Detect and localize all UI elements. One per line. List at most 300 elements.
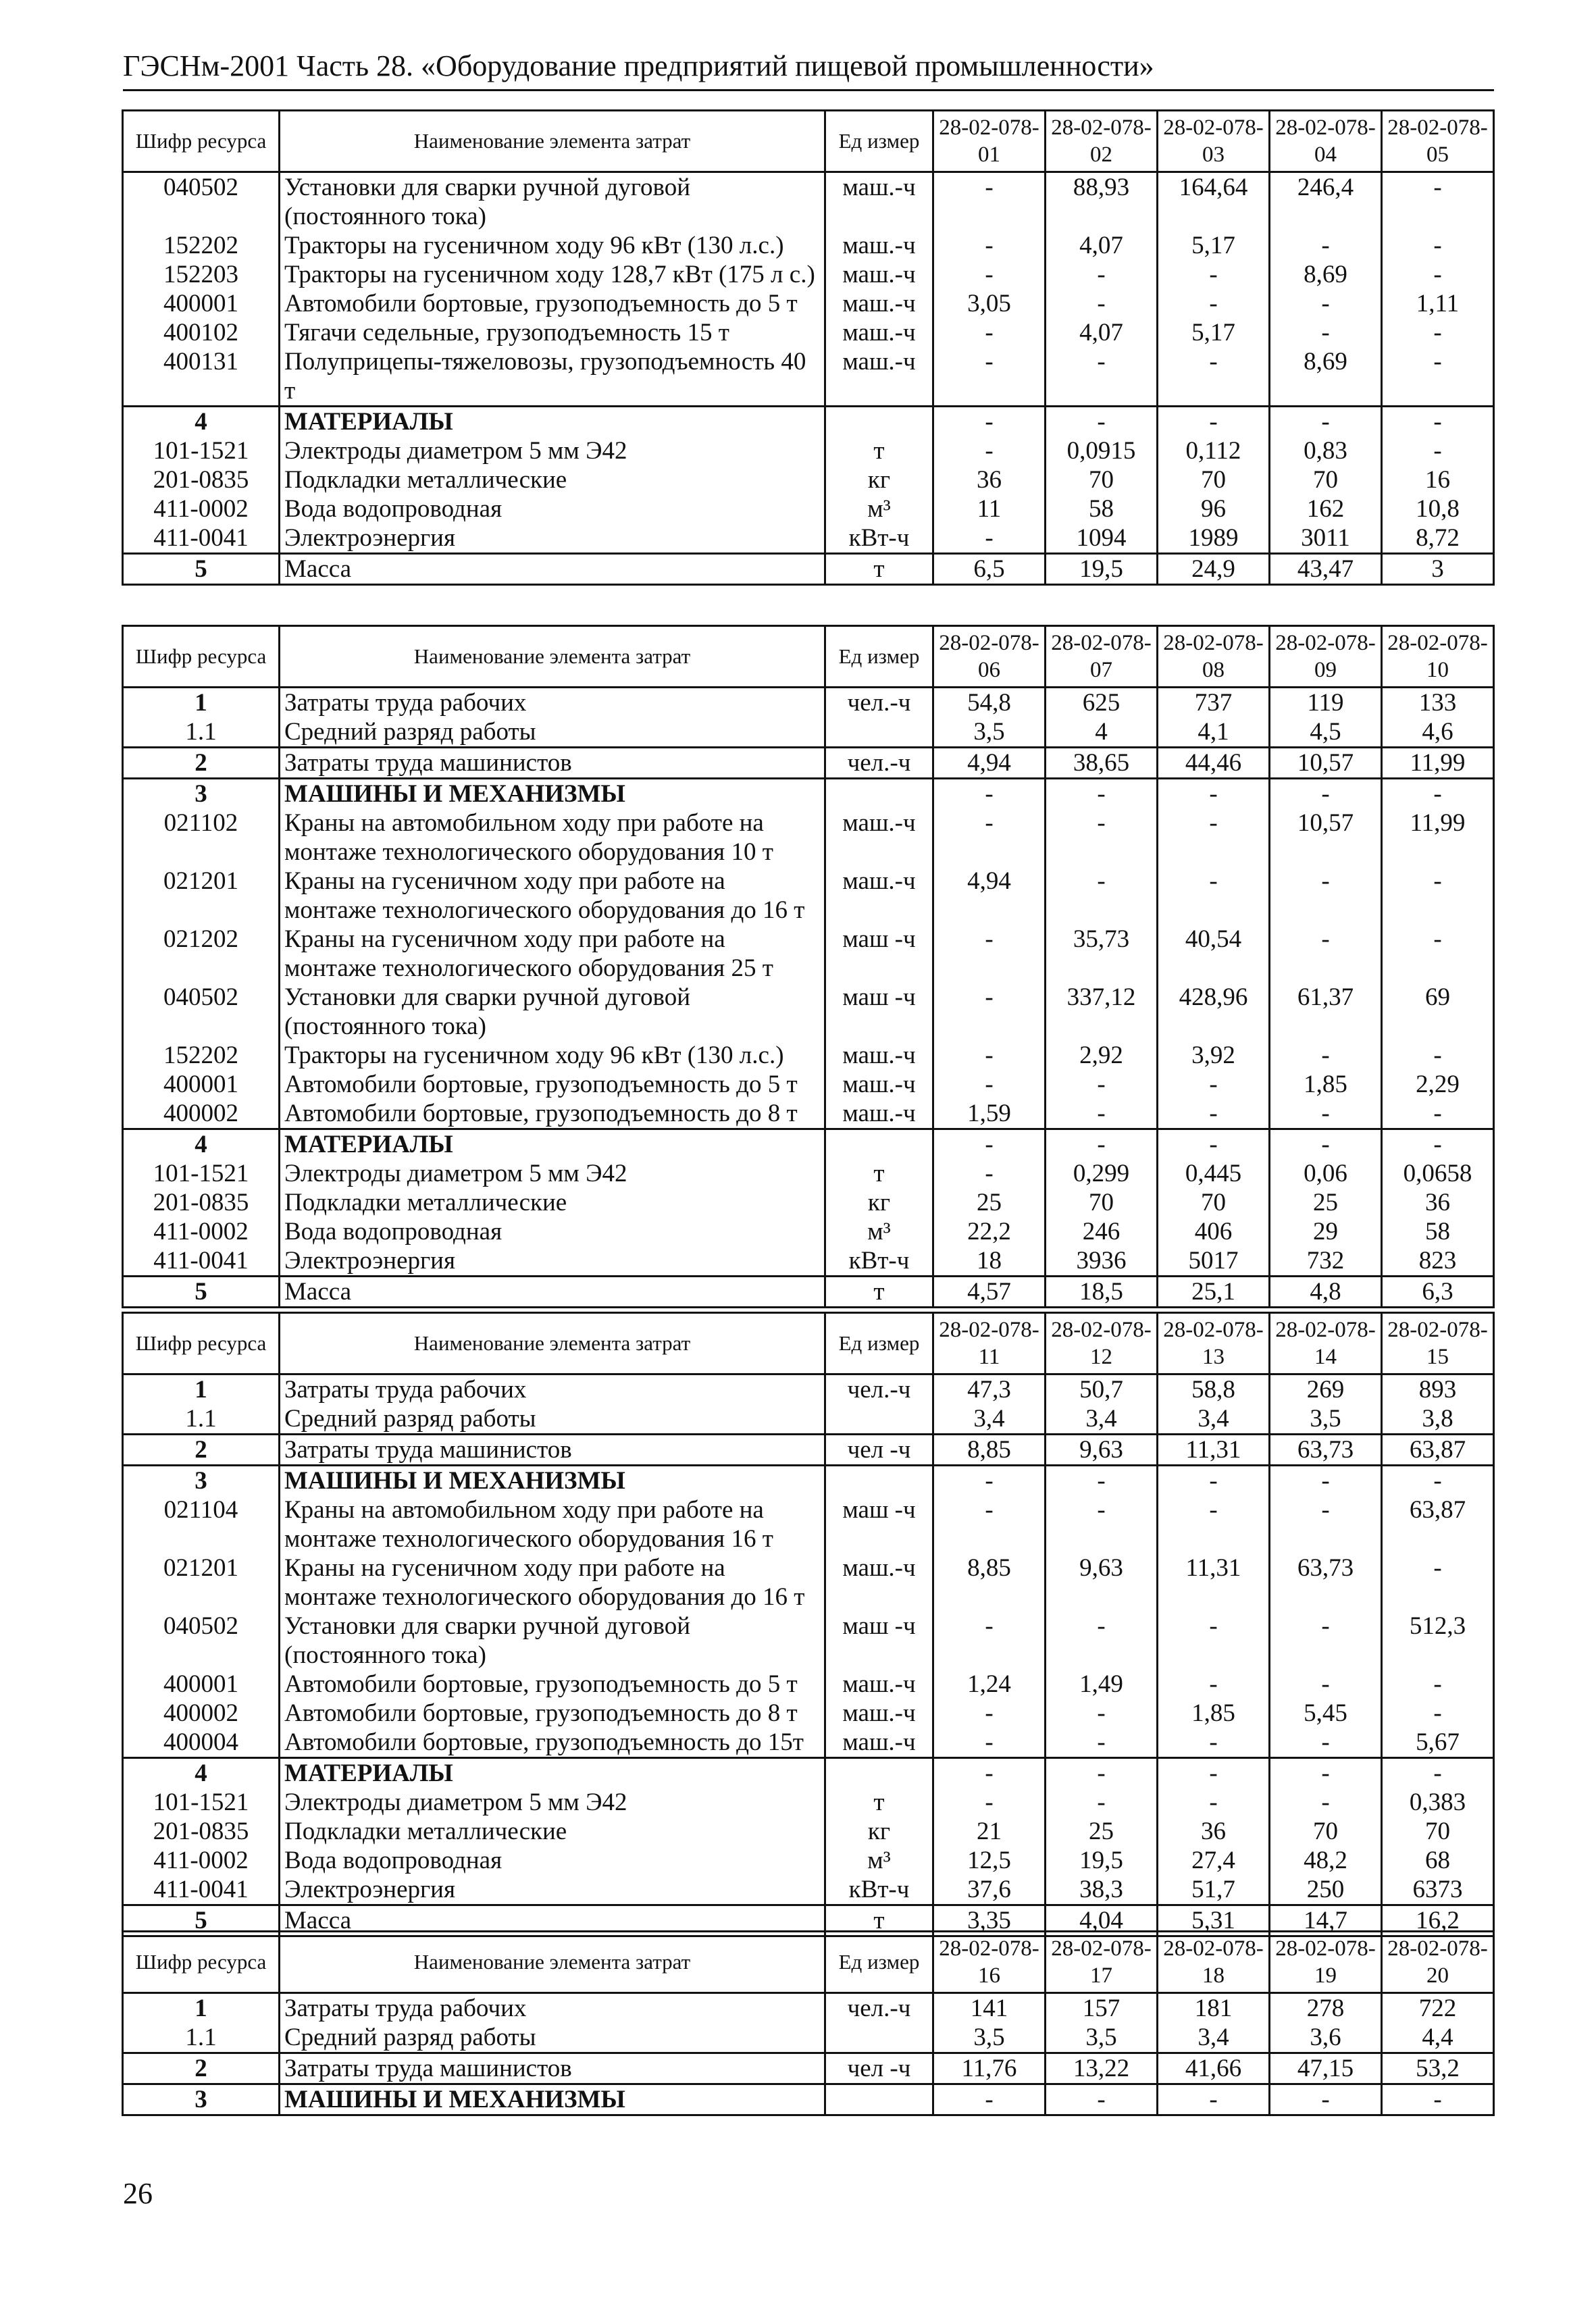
norm-value: -	[1158, 779, 1270, 809]
cost-element-name: Полуприцепы-тяжеловозы, грузоподъемность 40 т	[280, 347, 825, 407]
resource-code: 040502	[123, 983, 280, 1041]
section-row	[123, 779, 1494, 809]
table-row	[123, 1217, 1494, 1246]
resource-code: 021201	[123, 867, 280, 925]
norm-value: 1,24	[933, 1670, 1046, 1699]
column-header-code: Шифр ресурса	[123, 111, 280, 172]
unit-of-measure: м³	[825, 1217, 933, 1246]
norm-value: 737	[1158, 688, 1270, 718]
unit-of-measure	[825, 2023, 933, 2053]
unit-of-measure: маш.-ч	[825, 1041, 933, 1070]
resource-code: 411-0002	[123, 494, 280, 523]
table-row	[123, 1699, 1494, 1728]
norm-value: 5,17	[1158, 231, 1270, 260]
cost-element-name: МАШИНЫ И МЕХАНИЗМЫ	[280, 779, 825, 809]
resource-code: 1.1	[123, 1404, 280, 1435]
norm-value: -	[1270, 1670, 1382, 1699]
unit-of-measure: кг	[825, 465, 933, 494]
norm-value: -	[933, 1612, 1046, 1670]
norm-value: -	[1270, 1041, 1382, 1070]
norm-value: 3,92	[1158, 1041, 1270, 1070]
unit-of-measure: т	[825, 554, 933, 585]
cost-element-name: Электроэнергия	[280, 1246, 825, 1277]
unit-of-measure: маш.-ч	[825, 260, 933, 289]
norm-value: 3,5	[1270, 1404, 1382, 1435]
resource-code: 400001	[123, 289, 280, 318]
cost-element-name: Автомобили бортовые, грузоподъемность до 5 т	[280, 1070, 825, 1099]
norm-value: -	[1158, 1129, 1270, 1160]
norm-value: 6,5	[933, 554, 1046, 585]
norm-value: 3,4	[1158, 2023, 1270, 2053]
norm-value: 1,11	[1382, 289, 1494, 318]
norm-value: 63,73	[1270, 1435, 1382, 1466]
norm-value: -	[1270, 407, 1382, 437]
norm-value: 38,65	[1046, 748, 1158, 779]
norm-value: -	[1158, 260, 1270, 289]
unit-of-measure: маш.-ч	[825, 1099, 933, 1129]
cost-element-name: Вода водопроводная	[280, 494, 825, 523]
norm-value: 70	[1158, 465, 1270, 494]
norm-value: 3,35	[933, 1905, 1046, 1936]
resource-code: 400102	[123, 318, 280, 347]
table-row	[123, 1670, 1494, 1699]
norm-value: 4,94	[933, 867, 1046, 925]
unit-of-measure: чел.-ч	[825, 688, 933, 718]
norm-value: 4,5	[1270, 717, 1382, 748]
cost-element-name: МАШИНЫ И МЕХАНИЗМЫ	[280, 2084, 825, 2115]
unit-of-measure: маш.-ч	[825, 1670, 933, 1699]
column-header-code: Шифр ресурса	[123, 1932, 280, 1993]
norm-value: 6,3	[1382, 1277, 1494, 1308]
resource-table	[122, 625, 1495, 1308]
norm-value: -	[933, 1129, 1046, 1160]
norm-value: 4,57	[933, 1277, 1046, 1308]
norm-value: -	[933, 1758, 1046, 1789]
table-row	[123, 1846, 1494, 1875]
norm-value: -	[1046, 2084, 1158, 2115]
norm-value: -	[1046, 1495, 1158, 1553]
resource-code: 4	[123, 1758, 280, 1789]
table-row	[123, 1277, 1494, 1308]
norm-value: 47,3	[933, 1374, 1046, 1405]
norm-value: 1,59	[933, 1099, 1046, 1129]
table-row	[123, 1788, 1494, 1817]
norm-value: -	[1270, 1728, 1382, 1758]
cost-element-name: Подкладки металлические	[280, 1188, 825, 1217]
unit-of-measure: чел.-ч	[825, 1374, 933, 1405]
column-header-norm: 28-02-078-08	[1158, 626, 1270, 688]
norm-value: -	[1046, 867, 1158, 925]
unit-of-measure: чел.-ч	[825, 1993, 933, 2024]
unit-of-measure	[825, 1466, 933, 1496]
unit-of-measure: маш.-ч	[825, 347, 933, 407]
norm-value: 96	[1158, 494, 1270, 523]
norm-value: -	[1382, 1041, 1494, 1070]
norm-value: -	[933, 523, 1046, 554]
norm-value: -	[1382, 1670, 1494, 1699]
resource-code: 021202	[123, 925, 280, 983]
norm-value: 3011	[1270, 523, 1382, 554]
resource-code: 400002	[123, 1099, 280, 1129]
cost-element-name: Средний разряд работы	[280, 2023, 825, 2053]
section-row	[123, 1129, 1494, 1160]
norm-value: 4,07	[1046, 318, 1158, 347]
resource-code: 101-1521	[123, 1159, 280, 1188]
resource-code: 201-0835	[123, 1188, 280, 1217]
norm-value: -	[933, 1788, 1046, 1817]
norm-value: -	[1158, 1466, 1270, 1496]
unit-of-measure: чел -ч	[825, 2053, 933, 2084]
table-row	[123, 925, 1494, 983]
unit-of-measure	[825, 407, 933, 437]
unit-of-measure: маш -ч	[825, 925, 933, 983]
cost-element-name: МАШИНЫ И МЕХАНИЗМЫ	[280, 1466, 825, 1496]
norm-value: -	[1270, 1612, 1382, 1670]
table-header-row	[123, 1932, 1494, 1993]
resource-code: 4	[123, 1129, 280, 1160]
norm-value: -	[1382, 925, 1494, 983]
norm-value: 16,2	[1382, 1905, 1494, 1936]
norm-value: 722	[1382, 1993, 1494, 2024]
resource-code: 5	[123, 1905, 280, 1936]
resource-table	[122, 1930, 1495, 2116]
norm-value: 51,7	[1158, 1875, 1270, 1905]
norm-value: 8,69	[1270, 260, 1382, 289]
norm-value: -	[1046, 1788, 1158, 1817]
norm-value: 11,99	[1382, 808, 1494, 867]
norm-value: -	[1382, 2084, 1494, 2115]
column-header-norm: 28-02-078-01	[933, 111, 1046, 172]
table-row	[123, 554, 1494, 585]
table-row	[123, 436, 1494, 465]
norm-value: 8,72	[1382, 523, 1494, 554]
resource-code: 3	[123, 2084, 280, 2115]
unit-of-measure	[825, 1758, 933, 1789]
resource-code: 201-0835	[123, 465, 280, 494]
table-row	[123, 1435, 1494, 1466]
norm-value: 0,0915	[1046, 436, 1158, 465]
norm-value: -	[1382, 1699, 1494, 1728]
cost-element-name: Тракторы на гусеничном ходу 96 кВт (130 л.с.)	[280, 1041, 825, 1070]
norm-value: -	[1046, 1099, 1158, 1129]
norm-value: -	[1046, 1612, 1158, 1670]
column-header-norm: 28-02-078-20	[1382, 1932, 1494, 1993]
norm-value: 2,92	[1046, 1041, 1158, 1070]
cost-element-name: Тракторы на гусеничном ходу 128,7 кВт (175 л с.)	[280, 260, 825, 289]
norm-value: -	[933, 1070, 1046, 1099]
resource-code: 1.1	[123, 2023, 280, 2053]
norm-value: 69	[1382, 983, 1494, 1041]
norm-value: 25,1	[1158, 1277, 1270, 1308]
norm-value: 3,8	[1382, 1404, 1494, 1435]
column-header-unit: Ед измер	[825, 626, 933, 688]
unit-of-measure: маш -ч	[825, 1495, 933, 1553]
table-row	[123, 1495, 1494, 1553]
norm-value: 22,2	[933, 1217, 1046, 1246]
norm-value: 4,4	[1382, 2023, 1494, 2053]
unit-of-measure: маш.-ч	[825, 867, 933, 925]
resource-code: 201-0835	[123, 1817, 280, 1846]
column-header-unit: Ед измер	[825, 111, 933, 172]
norm-value: -	[1158, 808, 1270, 867]
norm-value: -	[933, 318, 1046, 347]
norm-value: 6373	[1382, 1875, 1494, 1905]
column-header-norm: 28-02-078-19	[1270, 1932, 1382, 1993]
norm-value: 47,15	[1270, 2053, 1382, 2084]
norm-value: 0,445	[1158, 1159, 1270, 1188]
resource-code: 411-0041	[123, 523, 280, 554]
norm-value: 133	[1382, 688, 1494, 718]
cost-element-name: Автомобили бортовые, грузоподъемность до 15т	[280, 1728, 825, 1758]
unit-of-measure: маш.-ч	[825, 1699, 933, 1728]
table-row	[123, 347, 1494, 407]
column-header-norm: 28-02-078-17	[1046, 1932, 1158, 1993]
unit-of-measure: кВт-ч	[825, 1875, 933, 1905]
resource-code: 1	[123, 688, 280, 718]
norm-value: 428,96	[1158, 983, 1270, 1041]
norm-value: -	[933, 1495, 1046, 1553]
cost-element-name: Затраты труда рабочих	[280, 688, 825, 718]
norm-value: 50,7	[1046, 1374, 1158, 1405]
unit-of-measure: т	[825, 1159, 933, 1188]
table-row	[123, 1875, 1494, 1905]
resource-code: 5	[123, 1277, 280, 1308]
cost-element-name: Электроды диаметром 5 мм Э42	[280, 1788, 825, 1817]
unit-of-measure	[825, 779, 933, 809]
column-header-name: Наименование элемента затрат	[280, 1313, 825, 1374]
norm-value: 11,99	[1382, 748, 1494, 779]
norm-value: 157	[1046, 1993, 1158, 2024]
cost-element-name: Краны на автомобильном ходу при работе на монтаже технологического оборудования 10 т	[280, 808, 825, 867]
norm-value: -	[933, 1466, 1046, 1496]
norm-value: -	[1158, 1099, 1270, 1129]
norm-value: -	[933, 231, 1046, 260]
cost-element-name: Электроэнергия	[280, 523, 825, 554]
norm-value: -	[1382, 172, 1494, 232]
norm-value: 5017	[1158, 1246, 1270, 1277]
norm-value: 250	[1270, 1875, 1382, 1905]
norm-value: -	[1158, 2084, 1270, 2115]
norm-value: 70	[1382, 1817, 1494, 1846]
table-header-row	[123, 111, 1494, 172]
norm-value: 1,85	[1158, 1699, 1270, 1728]
norm-value: 4,1	[1158, 717, 1270, 748]
norm-value: 13,22	[1046, 2053, 1158, 2084]
norm-value: 4,94	[933, 748, 1046, 779]
norm-value: -	[1270, 231, 1382, 260]
table-row	[123, 260, 1494, 289]
resource-code: 021201	[123, 1553, 280, 1612]
norm-value: 21	[933, 1817, 1046, 1846]
unit-of-measure	[825, 1129, 933, 1160]
resource-code: 400004	[123, 1728, 280, 1758]
section-row	[123, 1466, 1494, 1496]
resource-code: 152203	[123, 260, 280, 289]
norm-value: 3936	[1046, 1246, 1158, 1277]
norm-value: 2,29	[1382, 1070, 1494, 1099]
norm-value: -	[1270, 2084, 1382, 2115]
cost-element-name: МАТЕРИАЛЫ	[280, 1129, 825, 1160]
norm-value: 53,2	[1382, 2053, 1494, 2084]
resource-code: 2	[123, 1435, 280, 1466]
column-header-norm: 28-02-078-13	[1158, 1313, 1270, 1374]
table-row	[123, 523, 1494, 554]
norm-value: 0,83	[1270, 436, 1382, 465]
resource-code: 400002	[123, 1699, 280, 1728]
norm-value: 70	[1046, 1188, 1158, 1217]
column-header-norm: 28-02-078-16	[933, 1932, 1046, 1993]
table-header-row	[123, 626, 1494, 688]
norm-value: 162	[1270, 494, 1382, 523]
norm-value: 0,299	[1046, 1159, 1158, 1188]
norm-value: 5,17	[1158, 318, 1270, 347]
column-header-norm: 28-02-078-15	[1382, 1313, 1494, 1374]
section-row	[123, 407, 1494, 437]
resource-code: 152202	[123, 1041, 280, 1070]
norm-value: -	[1382, 347, 1494, 407]
unit-of-measure: маш.-ч	[825, 318, 933, 347]
norm-value: -	[1382, 1758, 1494, 1789]
unit-of-measure: маш -ч	[825, 1612, 933, 1670]
norm-value: -	[1382, 260, 1494, 289]
cost-element-name: Краны на гусеничном ходу при работе на монтаже технологического оборудования до 16 т	[280, 867, 825, 925]
norm-value: 1,85	[1270, 1070, 1382, 1099]
norm-value: -	[933, 347, 1046, 407]
unit-of-measure: чел -ч	[825, 1435, 933, 1466]
resource-code: 2	[123, 748, 280, 779]
norm-value: 14,7	[1270, 1905, 1382, 1936]
norm-value: 10,57	[1270, 748, 1382, 779]
cost-element-name: Установки для сварки ручной дуговой (постоянного тока)	[280, 172, 825, 232]
norm-value: 61,37	[1270, 983, 1382, 1041]
table-row	[123, 318, 1494, 347]
norm-value: 246	[1046, 1217, 1158, 1246]
norm-value: -	[1382, 231, 1494, 260]
unit-of-measure: маш.-ч	[825, 808, 933, 867]
norm-value: -	[933, 925, 1046, 983]
column-header-norm: 28-02-078-07	[1046, 626, 1158, 688]
norm-value: 70	[1046, 465, 1158, 494]
unit-of-measure: маш.-ч	[825, 1728, 933, 1758]
norm-value: 246,4	[1270, 172, 1382, 232]
norm-value: 70	[1158, 1188, 1270, 1217]
norm-value: 625	[1046, 688, 1158, 718]
unit-of-measure: чел.-ч	[825, 748, 933, 779]
norm-value: 54,8	[933, 688, 1046, 718]
unit-of-measure: маш.-ч	[825, 1553, 933, 1612]
cost-element-name: Вода водопроводная	[280, 1846, 825, 1875]
norm-value: 512,3	[1382, 1612, 1494, 1670]
norm-value: 25	[1046, 1817, 1158, 1846]
unit-of-measure: маш.-ч	[825, 289, 933, 318]
norm-value: 18	[933, 1246, 1046, 1277]
norm-value: 19,5	[1046, 554, 1158, 585]
norm-value: 823	[1382, 1246, 1494, 1277]
cost-element-name: Установки для сварки ручной дуговой (постоянного тока)	[280, 1612, 825, 1670]
norm-value: 37,6	[933, 1875, 1046, 1905]
table-row	[123, 2023, 1494, 2053]
norm-value: 1094	[1046, 523, 1158, 554]
norm-value: 119	[1270, 688, 1382, 718]
cost-element-name: Подкладки металлические	[280, 465, 825, 494]
norm-value: 58	[1382, 1217, 1494, 1246]
norm-value: -	[1046, 808, 1158, 867]
section-row	[123, 1758, 1494, 1789]
column-header-norm: 28-02-078-10	[1382, 626, 1494, 688]
cost-element-name: Масса	[280, 1905, 825, 1936]
column-header-norm: 28-02-078-05	[1382, 111, 1494, 172]
norm-value: 11,31	[1158, 1553, 1270, 1612]
cost-element-name: Затраты труда машинистов	[280, 2053, 825, 2084]
resource-code: 400131	[123, 347, 280, 407]
norm-value: -	[1270, 1129, 1382, 1160]
norm-value: 5,67	[1382, 1728, 1494, 1758]
norm-value: 70	[1270, 1817, 1382, 1846]
norm-value: 19,5	[1046, 1846, 1158, 1875]
column-header-norm: 28-02-078-04	[1270, 111, 1382, 172]
norm-value: 337,12	[1046, 983, 1158, 1041]
norm-value: 4	[1046, 717, 1158, 748]
cost-element-name: Затраты труда рабочих	[280, 1993, 825, 2024]
unit-of-measure: м³	[825, 494, 933, 523]
norm-value: -	[1158, 347, 1270, 407]
resource-code: 411-0002	[123, 1846, 280, 1875]
norm-value: 406	[1158, 1217, 1270, 1246]
norm-value: 3,5	[933, 717, 1046, 748]
table-row	[123, 1041, 1494, 1070]
unit-of-measure: т	[825, 1277, 933, 1308]
cost-element-name: Масса	[280, 1277, 825, 1308]
norm-value: 9,63	[1046, 1435, 1158, 1466]
norm-value: 8,69	[1270, 347, 1382, 407]
unit-of-measure: т	[825, 1788, 933, 1817]
unit-of-measure: кВт-ч	[825, 1246, 933, 1277]
norm-value: 893	[1382, 1374, 1494, 1405]
unit-of-measure: т	[825, 436, 933, 465]
norm-value: 4,07	[1046, 231, 1158, 260]
unit-of-measure: маш.-ч	[825, 231, 933, 260]
cost-element-name: Краны на гусеничном ходу при работе на монтаже технологического оборудования 25 т	[280, 925, 825, 983]
table-row	[123, 748, 1494, 779]
norm-value: 3,6	[1270, 2023, 1382, 2053]
norm-value: 36	[933, 465, 1046, 494]
cost-element-name: Автомобили бортовые, грузоподъемность до 8 т	[280, 1099, 825, 1129]
cost-element-name: Электроды диаметром 5 мм Э42	[280, 1159, 825, 1188]
table-row	[123, 1817, 1494, 1846]
table-row	[123, 494, 1494, 523]
table-row	[123, 717, 1494, 748]
norm-value: -	[1158, 1728, 1270, 1758]
norm-value: -	[1158, 407, 1270, 437]
norm-value: -	[933, 407, 1046, 437]
norm-value: 88,93	[1046, 172, 1158, 232]
unit-of-measure	[825, 2084, 933, 2115]
column-header-norm: 28-02-078-06	[933, 626, 1046, 688]
norm-value: -	[933, 808, 1046, 867]
norm-value: -	[1158, 1612, 1270, 1670]
norm-value: -	[1270, 779, 1382, 809]
resource-code: 1	[123, 1993, 280, 2024]
norm-value: 10,8	[1382, 494, 1494, 523]
norm-value: -	[1382, 1466, 1494, 1496]
norm-value: 68	[1382, 1846, 1494, 1875]
norm-value: 43,47	[1270, 554, 1382, 585]
norm-value: 0,06	[1270, 1159, 1382, 1188]
norm-value: -	[1382, 779, 1494, 809]
norm-value: 4,8	[1270, 1277, 1382, 1308]
unit-of-measure: маш -ч	[825, 983, 933, 1041]
norm-value: 36	[1158, 1817, 1270, 1846]
